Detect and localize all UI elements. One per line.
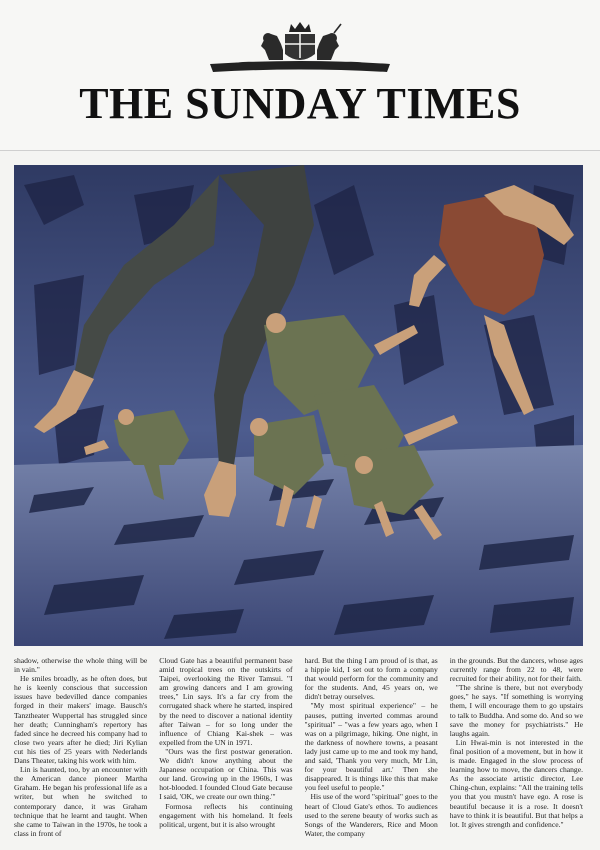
article-column-2 — [159, 656, 292, 846]
paragraph: He smiles broadly, as he often does, but he is keenly conscious that succession issues have bedevilled dance companies forged in their makers' image. Bausch's Tanztheater Wuppertal has struggled since her death; Cunningham's repertory has faded since he decreed his company had to close two years after he died; Jiri Kylian cut his ties of 25 years with Nederlands Dans Theater, taking his work with him. — [14, 674, 148, 766]
paragraph: "Ours was the first postwar generation. We didn't know anything about the Japanese occupation or China. This was our land. Growing up in the 1960s, I was hot-blooded. I founded Cloud Gate because I said, 'OK, we create our own thing.'" — [159, 746, 293, 802]
paragraph: "My most spiritual experience" – he pauses, putting inverted commas around "spiritual" – "was a few years ago, when I was on a pilgrimage, hiking. One night, in the darkness of nowhere towns, a peasant lady just came up to me and took my hand, and said, 'Thank you very much, Mr Lin, for your beautiful art.' Then she disappeared. It is things like this that make you feel useful to people." — [304, 701, 438, 793]
paragraph: in the grounds. But the dancers, whose ages currently range from 22 to 48, were recruited for their ability, not for their faith. — [449, 656, 583, 684]
royal-coat-of-arms-icon — [205, 20, 395, 78]
paragraph: "The shrine is there, but not everybody goes," he says. "If something is worrying them, I will encourage them to go upstairs to talk to Buddha. And some do. And so we save the money for psychiatrists." He laughs again. — [449, 683, 583, 738]
paragraph: shadow, otherwise the whole thing will be in vain." — [14, 656, 148, 675]
article-body — [14, 656, 583, 846]
paragraph: His use of the word "spiritual" goes to the heart of Cloud Gate's ethos. To audiences used to the serene beauty of works such as Songs of the Wanderers, Rice and Moon Water, the company — [304, 792, 438, 838]
paragraph: Lin is haunted, too, by an encounter with the American dance pioneer Martha Graham. He began his professional life as a writer, but when he switched to contemporary dance, it was Graham technique that he learnt and taught. When she came to Taiwan in the 1970s, he took a class in front of — [14, 765, 148, 838]
article-column-1 — [14, 656, 147, 846]
dancers-leaping-photo — [14, 165, 583, 646]
newspaper-title: THE SUNDAY TIMES — [79, 79, 521, 128]
masthead — [0, 0, 600, 151]
paragraph: Formosa reflects his continuing engagement with his homeland. It feels political, urgent, but it is also wrought — [159, 801, 293, 829]
article-column-4 — [450, 656, 583, 846]
paragraph: Lin Hwai-min is not interested in the final position of a movement, but in how it is made. Engaged in the slow process of learning how to move, the dancers change. As the associate artistic director, Lee Ching-chun, explains: "All the training tells you that you mustn't have ego. A rose is beautiful because it is a rose. It doesn't have to think it is beautiful. But that helps a lot. It gives strength and confidence." — [449, 737, 583, 829]
paragraph: Cloud Gate has a beautiful permanent base amid tropical trees on the outskirts of Taipei, overlooking the River Tamsui. "I am growing dancers and I am growing trees," Lin says. It's a far cry from the corrugated shack where he started, inspired by the need to discover a national identity after Taiwan – for so long under the influence of Chiang Kai-shek – was expelled from the UN in 1971. — [159, 656, 293, 747]
paragraph: hard. But the thing I am proud of is that, as a hippie kid, I set out to form a company that would perform for the community and for the students. And, 45 years on, we didn't betray ourselves. — [304, 656, 438, 702]
article-column-3 — [305, 656, 438, 846]
